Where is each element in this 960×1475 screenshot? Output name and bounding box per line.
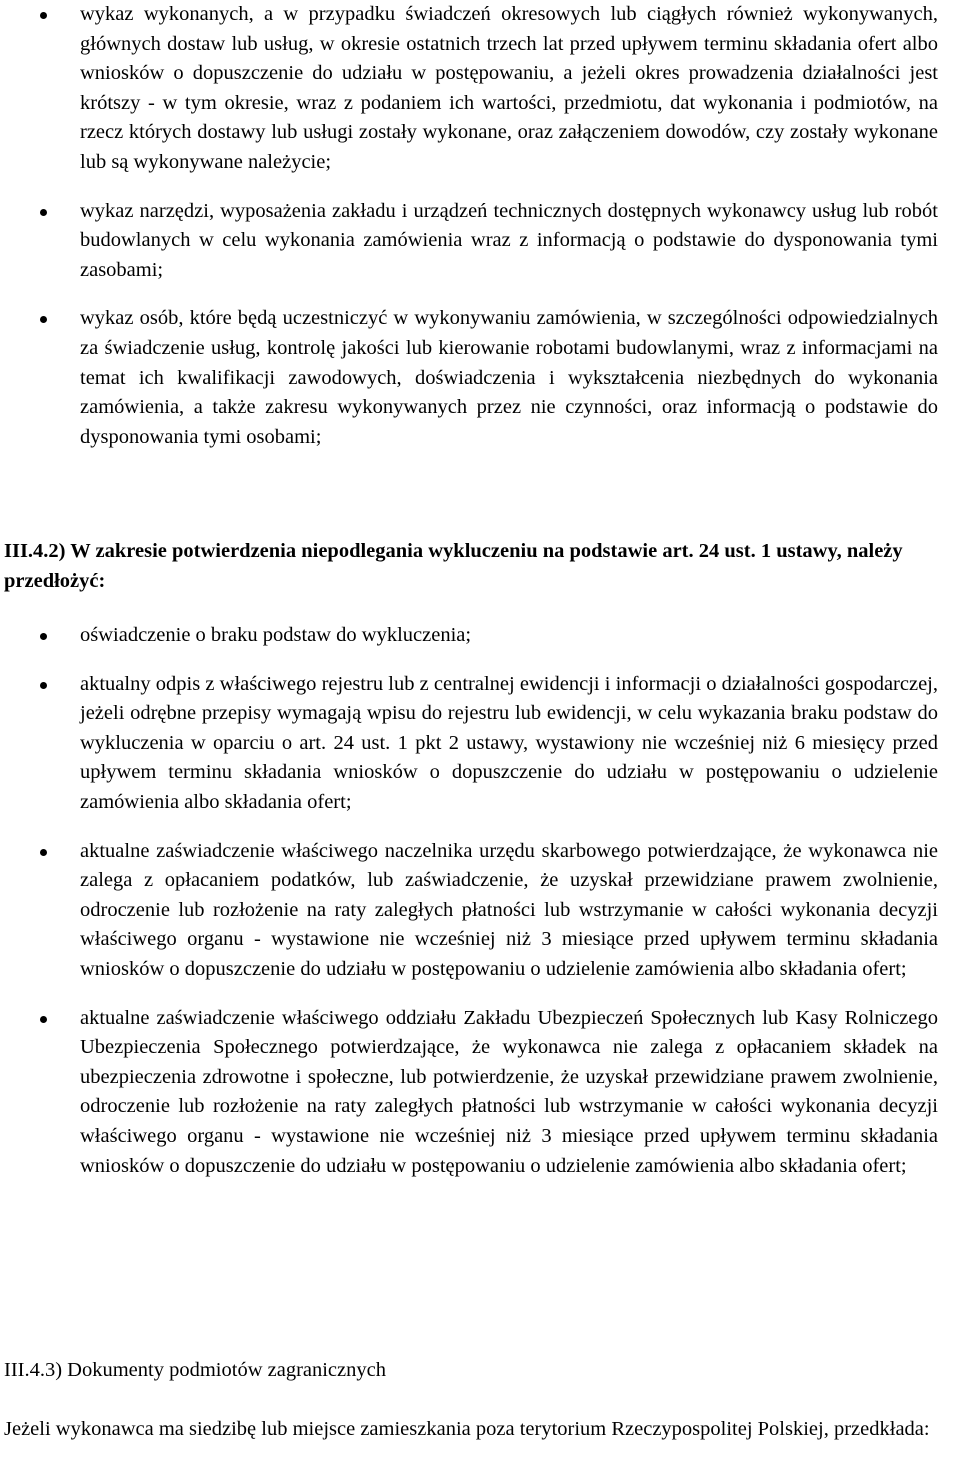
- list-item-text: oświadczenie o braku podstaw do wykluczenia;: [80, 624, 472, 646]
- list-item: [0, 197, 960, 286]
- list-item-text: aktualne zaświadczenie właściwego oddziału Zakładu Ubezpieczeń Społecznych lub Kasy Rolniczego Ubezpieczenia Społecznego potwierdzające, że wykonawca nie zalega z opłacaniem składek na ubezpieczenia zdrowotne i społeczne, lub potwierdzenie, że uzyskał przewidziane prawem zwolnienie, odroczenie lub rozłożenie na raty zaległych płatności lub wstrzymanie w całości wykonania decyzji właściwego organu - wystawione nie wcześniej niż 3 miesiące przed upływem terminu składania wniosków o dopuszczenie do udziału w postępowaniu o udzielenie zamówienia albo składania ofert;: [80, 1006, 938, 1177]
- list-item-text: wykaz osób, które będą uczestniczyć w wykonywaniu zamówienia, w szczególności odpowiedzialnych za świadczenie usług, kontrolę jakości lub kierowanie robotami budowlanymi, wraz z informacjami na temat ich kwalifikacji zawodowych, doświadczenia i wykształcenia niezbędnych do wykonania zamówienia, a także zakresu wykonywanych przez nie czynności, oraz informacją o podstawie do dysponowania tymi osobami;: [80, 307, 938, 448]
- bullet-icon: [40, 316, 47, 323]
- bullet-icon: [40, 682, 47, 689]
- subsection-heading: III.4.3) Dokumenty podmiotów zagranicznych: [4, 1359, 386, 1381]
- list-item-text: aktualne zaświadczenie właściwego naczelnika urzędu skarbowego potwierdzające, że wykonawca nie zalega z opłacaniem podatków, lub zaświadczenie, że uzyskał przewidziane prawem zwolnienie, odroczenie lub rozłożenie na raty zaległych płatności lub wstrzymanie w całości wykonania decyzji właściwego organu - wystawione nie wcześniej niż 3 miesiące przed upływem terminu składania wniosków o dopuszczenie do udziału w postępowaniu o udzielenie zamówienia albo składania ofert;: [80, 839, 938, 980]
- exclusion-documents-list: [0, 621, 960, 1181]
- list-item: [0, 0, 960, 178]
- list-item-text: aktualny odpis z właściwego rejestru lub z centralnej ewidencji i informacji o działalności gospodarczej, jeżeli odrębne przepisy wymagają wpisu do rejestru lub ewidencji, w celu wykazania braku podstaw do wykluczenia w oparciu o art. 24 ust. 1 pkt 2 ustawy, wystawiony nie wcześniej niż 6 miesięcy przed upływem terminu składania wniosków o dopuszczenie do udziału w postępowaniu o udzielenie zamówienia albo składania ofert;: [80, 672, 938, 813]
- list-item: [0, 837, 960, 985]
- bullet-icon: [40, 12, 47, 19]
- bullet-icon: [40, 633, 47, 640]
- list-item: [0, 304, 960, 452]
- list-item: [0, 621, 960, 651]
- list-item-text: wykaz narzędzi, wyposażenia zakładu i urządzeń technicznych dostępnych wykonawcy usług lub robót budowlanych w celu wykonania zamówienia wraz z informacją o podstawie do dysponowania tymi zasobami;: [80, 199, 938, 281]
- list-item: [0, 670, 960, 818]
- list-item: [0, 1004, 960, 1182]
- bullet-icon: [40, 1016, 47, 1023]
- section-heading: III.4.2) W zakresie potwierdzenia niepodlegania wykluczeniu na podstawie art. 24 ust. 1 ustawy, należy przedłożyć:: [4, 540, 903, 592]
- body-paragraph: Jeżeli wykonawca ma siedzibę lub miejsce zamieszkania poza terytorium Rzeczypospolitej Polskiej, przedkłada:: [4, 1418, 930, 1440]
- bullet-icon: [40, 209, 47, 216]
- requirements-list: [0, 0, 960, 452]
- list-item-text: wykaz wykonanych, a w przypadku świadczeń okresowych lub ciągłych również wykonywanych, głównych dostaw lub usług, w okresie ostatnich trzech lat przed upływem terminu składania ofert albo wniosków o dopuszczenie do udziału w postępowaniu, a jeżeli okres prowadzenia działalności jest krótszy - w tym okresie, wraz z podaniem ich wartości, przedmiotu, dat wykonania i podmiotów, na rzecz których dostawy lub usługi zostały wykonane, oraz załączeniem dowodów, czy zostały wykonane lub są wykonywane należycie;: [80, 3, 938, 173]
- bullet-icon: [40, 849, 47, 856]
